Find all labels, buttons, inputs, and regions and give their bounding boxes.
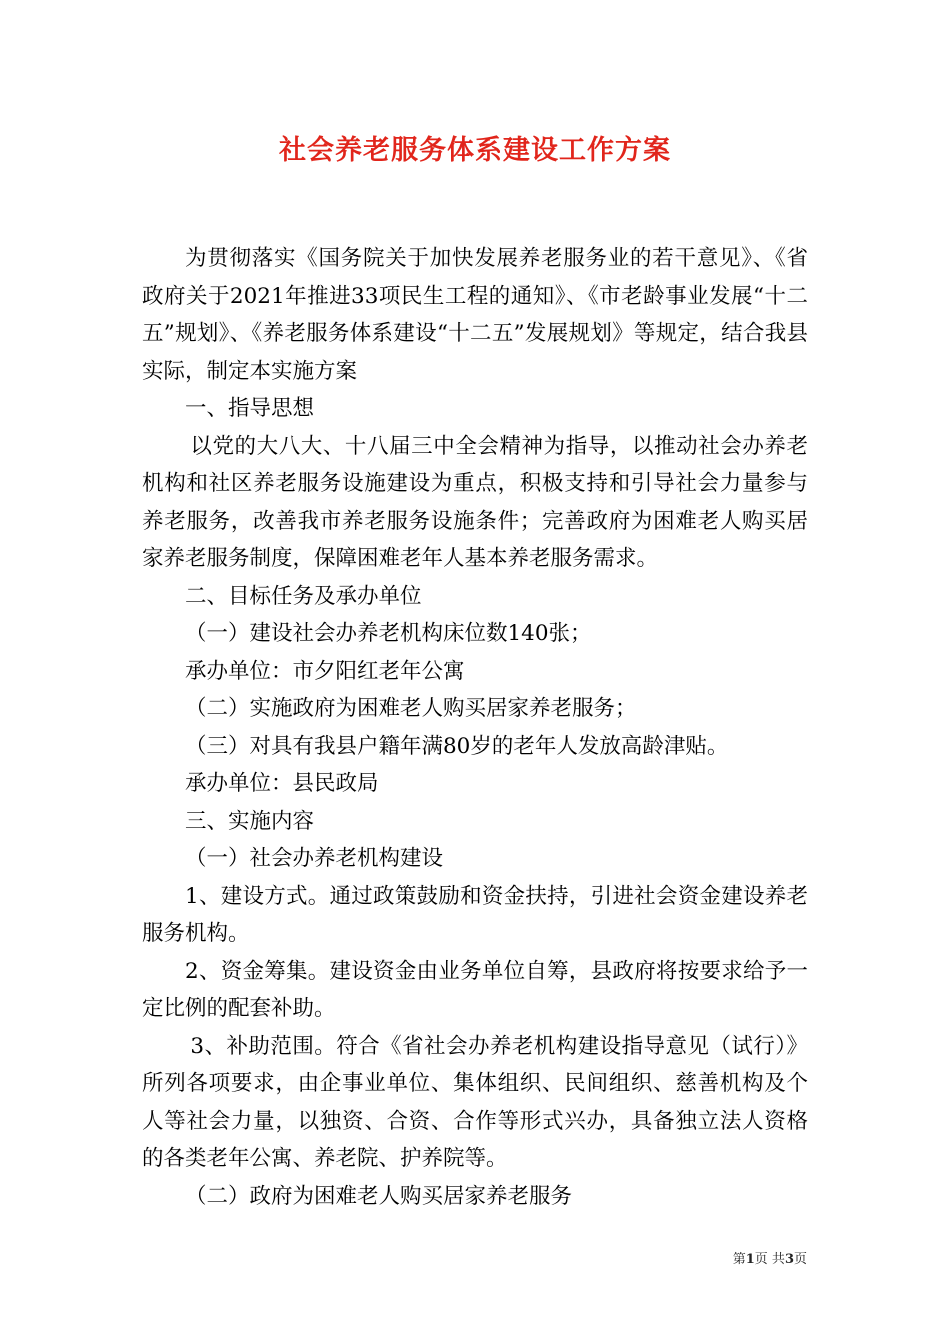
document-body — [142, 240, 808, 1215]
paragraph-subsidy-scope: 3、补助范围。符合《省社会办养老机构建设指导意见（试行）》所列各项要求，由企事业单位、集体组织、民间组织、慈善机构及个人等社会力量，以独资、合资、合作等形式兴办，具备独立法人资格的各类老年公寓、养老院、护养院等。 — [142, 1033, 808, 1171]
paragraph-funding: 2、资金筹集。建设资金由业务单位自筹，县政府将按要求给予一定比例的配套补助。 — [142, 958, 808, 1021]
heading-implementation: 三、实施内容 — [185, 808, 315, 834]
undertaking-unit-2: 承办单位：县民政局 — [185, 771, 379, 796]
list-item-target-3: （三）对具有我县户籍年满80岁的老年人发放高龄津贴。 — [185, 733, 729, 759]
paragraph-guiding-ideology: 以党的大八大、十八届三中全会精神为指导，以推动社会办养老机构和社区养老服务设施建设为重点，积极支持和引导社会力量参与养老服务，改善我市养老服务设施条件；完善政府为困难老人购买居家养老服务制度，保障困难老年人基本养老服务需求。 — [142, 433, 808, 571]
page-footer — [733, 1248, 807, 1267]
subheading-institution-construction: （一）社会办养老机构建设 — [185, 846, 444, 871]
paragraph-intro: 为贯彻落实《国务院关于加快发展养老服务业的若干意见》、《省政府关于2021年推进33项民生工程的通知》、《市老龄事业发展“十二五”规划》、《养老服务体系建设“十二五”发展规划》等规定，结合我县实际，制定本实施方案 — [142, 246, 808, 384]
list-item-target-1: （一）建设社会办养老机构床位数140张； — [185, 621, 592, 646]
list-item-target-2: （二）实施政府为困难老人购买居家养老服务； — [185, 696, 637, 721]
heading-guiding-ideology: 一、指导思想 — [185, 396, 315, 421]
footer-suffix: 页 — [793, 1252, 807, 1267]
document-title: 社会养老服务体系建设工作方案 — [279, 135, 671, 166]
footer-middle: 页 共 — [754, 1252, 785, 1267]
paragraph-construction-method: 1、建设方式。通过政策鼓励和资金扶持，引进社会资金建设养老服务机构。 — [142, 883, 808, 946]
heading-targets: 二、目标任务及承办单位 — [185, 583, 422, 609]
undertaking-unit-1: 承办单位：市夕阳红老年公寓 — [185, 658, 465, 684]
current-page-number: 1 — [745, 1252, 755, 1267]
footer-prefix: 第 — [732, 1252, 746, 1267]
subheading-home-care-purchase: （二）政府为困难老人购买居家养老服务 — [185, 1183, 573, 1209]
total-pages-number: 3 — [784, 1252, 794, 1267]
